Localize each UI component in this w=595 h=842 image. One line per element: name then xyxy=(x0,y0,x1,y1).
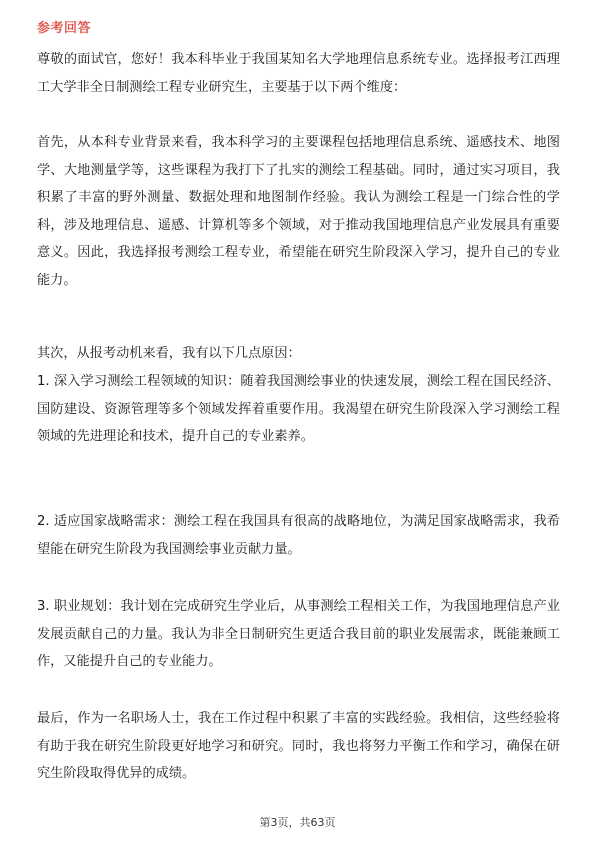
background-paragraph: 首先，从本科专业背景来看，我本科学习的主要课程包括地理信息系统、遥感技术、地图学、大地测量学等，这些课程为我打下了扎实的测绘工程基础。同时，通过实习项目，我积累了丰富的野外测量、数据处理和地图制作经验。我认为测绘工程是一门综合性的学科，涉及地理信息、遥感、计算机等多个领域，对于推动我国地理信息产业发展具有重要意义。因此，我选择报考测绘工程专业，希望能在研究生阶段深入学习，提升自己的专业能力。 xyxy=(37,135,560,288)
point-one-paragraph: 1. 深入学习测绘工程领域的知识：随着我国测绘事业的快速发展，测绘工程在国民经济、国防建设、资源管理等多个领域发挥着重要作用。我渴望在研究生阶段深入学习测绘工程领域的先进理论和技术，提升自己的专业素养。 xyxy=(37,374,560,445)
point-two-paragraph: 2. 适应国家战略需求：测绘工程在我国具有很高的战略地位，为满足国家战略需求，我希望能在研究生阶段为我国测绘事业贡献力量。 xyxy=(37,514,560,557)
intro-paragraph: 尊敬的面试官，您好！我本科毕业于我国某知名大学地理信息系统专业。选择报考江西理工大学非全日制测绘工程专业研究生，主要基于以下两个维度： xyxy=(37,52,560,95)
point-three-paragraph: 3. 职业规划：我计划在完成研究生学业后，从事测绘工程相关工作，为我国地理信息产业发展贡献自己的力量。我认为非全日制研究生更适合我目前的职业发展需求，既能兼顾工作，又能提升自己的专业能力。 xyxy=(37,599,560,670)
conclusion-paragraph: 最后，作为一名职场人士，我在工作过程中积累了丰富的实践经验。我相信，这些经验将有助于我在研究生阶段更好地学习和研究。同时，我也将努力平衡工作和学习，确保在研究生阶段取得优异的成绩。 xyxy=(37,711,560,782)
page-number-footer: 第3页，共63页 xyxy=(259,816,336,829)
section-heading: 参考回答 xyxy=(37,21,92,36)
motivation-intro-paragraph: 其次，从报考动机来看，我有以下几点原因： xyxy=(37,346,301,361)
